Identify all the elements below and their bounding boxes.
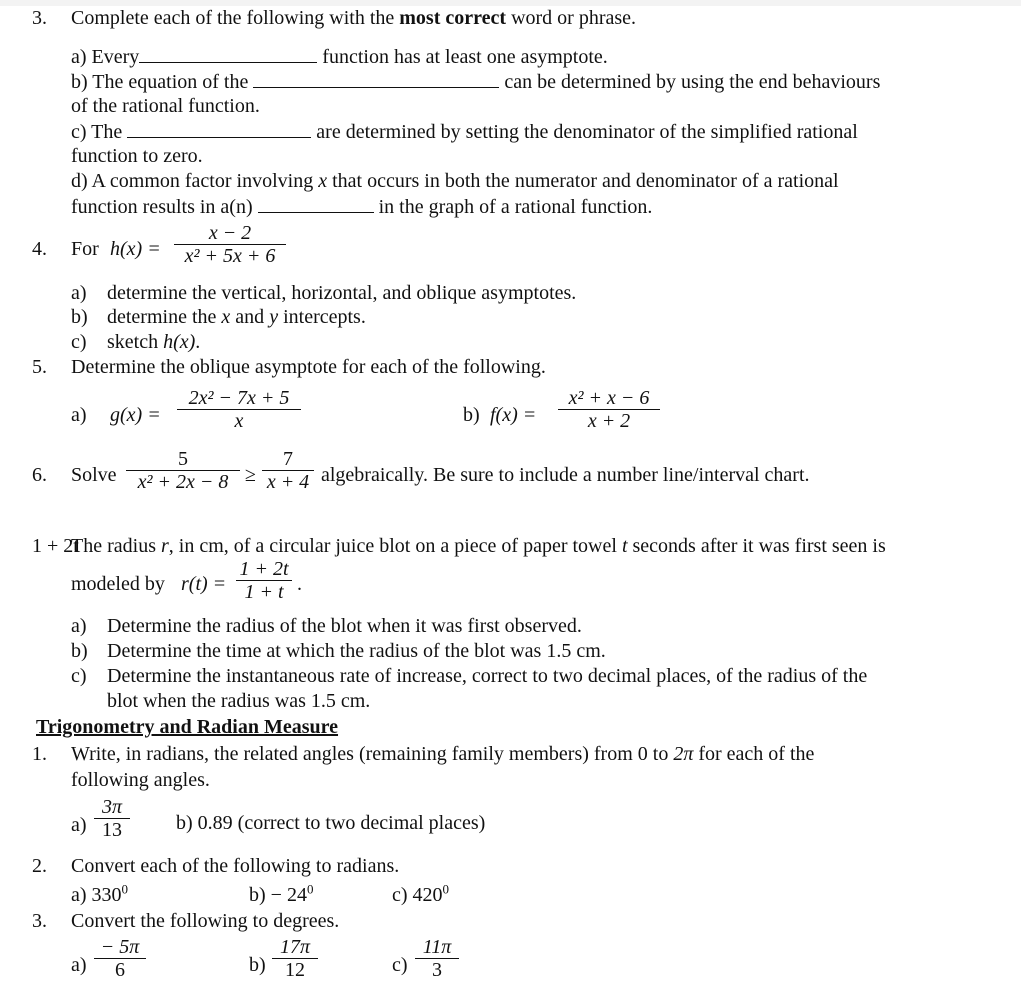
trig-q3a-numerator: − 5π bbox=[94, 936, 146, 959]
q5a-denominator: x bbox=[234, 410, 244, 432]
trig-q2a: a) $330^0$ bbox=[71, 881, 129, 906]
q6-number: 6. bbox=[32, 464, 47, 486]
section-heading: Trigonometry and Radian Measure bbox=[36, 716, 339, 738]
q5a-function: g(x) = bbox=[110, 404, 161, 426]
q7-number: 1 + 2t bbox=[32, 535, 79, 557]
q5b-fraction bbox=[558, 387, 660, 432]
q6-left-numerator: 5 bbox=[126, 448, 240, 471]
trig-q3b-fraction bbox=[272, 936, 318, 981]
q5b-denominator: x + 2 bbox=[587, 410, 631, 432]
q7-denominator: 1 + t bbox=[244, 581, 284, 603]
trig-q3b-numerator: 17π bbox=[272, 936, 318, 959]
q4-numerator: x − 2 bbox=[174, 222, 286, 245]
q6-lead: Solve bbox=[71, 464, 117, 486]
q5-text: Determine the oblique asymptote for each of the following. bbox=[71, 356, 546, 378]
q7-fraction bbox=[236, 558, 292, 603]
q5a-fraction bbox=[177, 387, 301, 432]
q7c-text-line2: blot when the radius was 1.5 cm. bbox=[107, 690, 371, 712]
q4c-text: sketch h(x). bbox=[107, 331, 201, 353]
q4c-label: c) bbox=[71, 331, 87, 353]
trig-q1b: b) 0.89 (correct to two decimal places) bbox=[176, 812, 486, 834]
q7-numerator: 1 + 2t bbox=[236, 558, 292, 581]
q3-number: 3. bbox=[32, 7, 47, 29]
q6-right-denominator: x + 4 bbox=[266, 471, 310, 493]
q3b-line: b) The equation of the can be determined by using the end behaviours bbox=[71, 71, 881, 93]
q3d-line2: function results in a(n) in the graph of a rational function. bbox=[71, 196, 653, 218]
q3a-line: a) Every function has at least one asymptote. bbox=[71, 46, 608, 68]
q4-number: 4. bbox=[32, 238, 47, 260]
trig-q1a-label: a) bbox=[71, 814, 87, 836]
q6-right-numerator: 7 bbox=[262, 448, 314, 471]
q4-lead: For bbox=[71, 238, 99, 260]
q7b-label: b) bbox=[71, 640, 88, 662]
trig-q3b-label: b) bbox=[249, 954, 266, 976]
trig-q3b-denominator: 12 bbox=[285, 959, 305, 981]
q6-text: algebraically. Be sure to include a number line/interval chart. bbox=[321, 464, 810, 486]
q5a-label: a) bbox=[71, 404, 87, 426]
trig-q2-text: Convert each of the following to radians. bbox=[71, 855, 400, 877]
q3c-blank[interactable] bbox=[127, 119, 311, 138]
q7c-text: Determine the instantaneous rate of increase, correct to two decimal places, of the radius of the bbox=[107, 665, 868, 687]
trig-q1-number: 1. bbox=[32, 743, 47, 765]
trig-q2-number: 2. bbox=[32, 855, 47, 877]
q7-line1: The radius r, in cm, of a circular juice blot on a piece of paper towel t seconds after it was first seen is bbox=[71, 535, 886, 557]
q7a-label: a) bbox=[71, 615, 87, 637]
q6-right-fraction bbox=[262, 448, 314, 493]
q3c-line2: function to zero. bbox=[71, 145, 203, 167]
trig-q1-line2: following angles. bbox=[71, 769, 210, 791]
q3c-line: c) The are determined by setting the denominator of the simplified rational bbox=[71, 121, 858, 143]
q7-line2-end: . bbox=[297, 573, 302, 595]
trig-q3c-fraction bbox=[415, 936, 459, 981]
trig-q3a-denominator: 6 bbox=[115, 959, 125, 981]
q4a-label: a) bbox=[71, 282, 87, 304]
q4-function: h(x) = bbox=[110, 238, 161, 260]
q4b-text: determine the x and y intercepts. bbox=[107, 306, 366, 328]
q7-line2-lead: modeled by bbox=[71, 573, 165, 595]
q7a-text: Determine the radius of the blot when it was first observed. bbox=[107, 615, 582, 637]
q7b-text: Determine the time at which the radius of the blot was 1.5 cm. bbox=[107, 640, 606, 662]
q3b-line2: of the rational function. bbox=[71, 95, 260, 117]
trig-q3-text: Convert the following to degrees. bbox=[71, 910, 340, 932]
q4-denominator: x² + 5x + 6 bbox=[184, 245, 276, 267]
trig-q3c-numerator: 11π bbox=[415, 936, 459, 959]
q4b-label: b) bbox=[71, 306, 88, 328]
trig-q1a-fraction bbox=[94, 796, 130, 841]
trig-q3a-fraction bbox=[94, 936, 146, 981]
trig-q2c: c) $420^0$ bbox=[392, 881, 450, 906]
q3d-blank[interactable] bbox=[258, 194, 374, 213]
q6-left-denominator: x² + 2x − 8 bbox=[137, 471, 229, 493]
trig-q1a-numerator: 3π bbox=[94, 796, 130, 819]
trig-q3c-denominator: 3 bbox=[432, 959, 442, 981]
q4-fraction bbox=[174, 222, 286, 267]
q5b-numerator: x² + x − 6 bbox=[558, 387, 660, 410]
q3b-blank[interactable] bbox=[253, 69, 499, 88]
q7c-label: c) bbox=[71, 665, 87, 687]
q7-function: r(t) = bbox=[181, 573, 227, 595]
q6-operator: ≥ bbox=[245, 464, 256, 486]
q5b-label: b) bbox=[463, 404, 480, 426]
q6-left-fraction bbox=[126, 448, 240, 493]
q3-prompt: Complete each of the following with the most correct word or phrase. bbox=[71, 7, 637, 29]
q5-number: 5. bbox=[32, 356, 47, 378]
q5a-numerator: 2x² − 7x + 5 bbox=[177, 387, 301, 410]
trig-q2b: $b) - 24^0$ bbox=[249, 881, 314, 906]
trig-q1-text: Write, in radians, the related angles (remaining family members) from 0 to 2π for each of the bbox=[71, 743, 815, 765]
trig-q3-number: 3. bbox=[32, 910, 47, 932]
q4a-text: determine the vertical, horizontal, and oblique asymptotes. bbox=[107, 282, 577, 304]
q3a-blank[interactable] bbox=[139, 44, 317, 63]
trig-q3c-label: c) bbox=[392, 954, 408, 976]
q3d-line: d) A common factor involving x that occurs in both the numerator and denominator of a rational bbox=[71, 170, 839, 192]
trig-q1a-denominator: 13 bbox=[102, 819, 122, 841]
q5b-function: f(x) = bbox=[490, 404, 537, 426]
trig-q3a-label: a) bbox=[71, 954, 87, 976]
